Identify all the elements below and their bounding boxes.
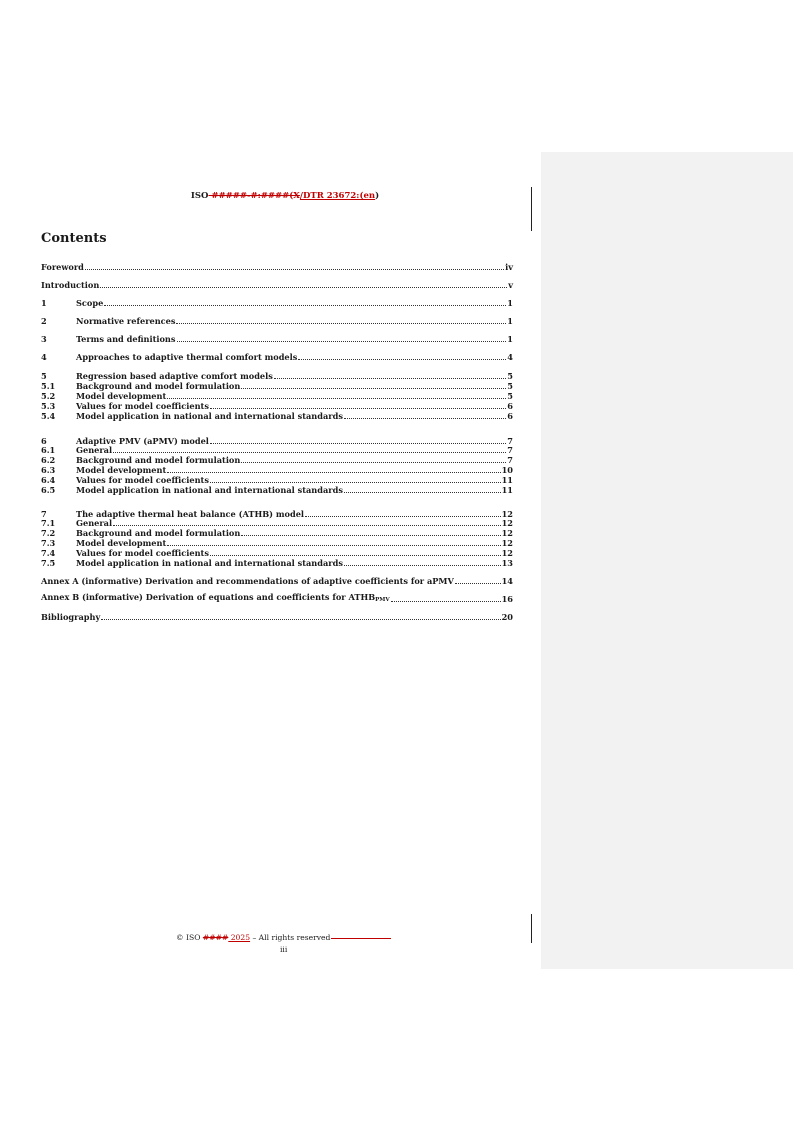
toc-entry-page: 1 (507, 316, 513, 326)
toc-entry[interactable] (41, 475, 513, 485)
toc-entry[interactable] (41, 352, 513, 362)
toc-entry-title: Values for model coefficients (76, 548, 209, 558)
toc-entry-title: Background and model formulation (76, 528, 241, 538)
toc-leader (167, 471, 500, 473)
toc-entry-title: Foreword (41, 262, 84, 272)
toc-entry-title: Model application in national and international standards (76, 485, 343, 495)
toc-entry-title: Model application in national and international standards (76, 558, 343, 568)
toc-entry-number: 6 (41, 436, 47, 446)
toc-entry[interactable] (41, 316, 513, 326)
toc-entry-page: 5 (507, 371, 513, 381)
toc-entry-page: 11 (501, 475, 513, 485)
toc-leader (391, 600, 501, 602)
header-prefix: ISO (190, 191, 209, 201)
toc-leader (85, 268, 504, 270)
toc-entry-page: 12 (501, 509, 513, 519)
header-inserted-text: /DTR 23672:(en (299, 191, 376, 201)
toc-entry-page: 12 (501, 538, 513, 548)
comment-pane (541, 152, 793, 969)
toc-entry[interactable] (41, 455, 513, 465)
toc-entry-number: 7.3 (41, 538, 56, 548)
toc-entry[interactable] (41, 401, 513, 411)
toc-entry-title: Approaches to adaptive thermal comfort models (76, 352, 298, 362)
toc-entry-page: 20 (501, 612, 513, 622)
toc-entry-page: 4 (507, 352, 513, 362)
toc-entry-title: Scope (76, 298, 104, 308)
toc-leader (305, 515, 501, 517)
toc-entry[interactable] (41, 391, 513, 401)
toc-entry-title: Background and model formulation (76, 381, 241, 391)
toc-entry-title: Background and model formulation (76, 455, 241, 465)
toc-entry-title: General (76, 445, 113, 455)
toc-entry-subscript: PMV (375, 597, 390, 603)
toc-entry-page: 7 (507, 445, 513, 455)
toc-entry-number: 6.2 (41, 455, 56, 465)
toc-entry[interactable] (41, 548, 513, 558)
toc-leader (113, 451, 506, 453)
toc-entry-title: Annex A (informative) Derivation and recommendations of adaptive coefficients for aPMV (41, 576, 454, 586)
toc-entry-page: v (508, 280, 513, 290)
toc-leader (455, 582, 501, 584)
toc-entry-title: Normative references (76, 316, 176, 326)
header-deleted-text: #####-#:####(X (208, 191, 300, 201)
toc-entry-title: The adaptive thermal heat balance (ATHB) model (76, 509, 305, 519)
toc-entry-title-wrap (41, 592, 390, 604)
document-header (40, 191, 530, 201)
toc-entry-number: 3 (41, 334, 47, 344)
toc-entry-number: 6.4 (41, 475, 56, 485)
toc-entry[interactable] (41, 538, 513, 548)
toc-entry[interactable] (41, 485, 513, 495)
toc-leader (241, 461, 506, 463)
toc-leader (344, 417, 506, 419)
toc-entry-number: 7.5 (41, 558, 56, 568)
toc-entry-number: 5.1 (41, 381, 56, 391)
toc-entry-number: 5 (41, 371, 47, 381)
footer-suffix: – All rights reserved (250, 933, 331, 942)
toc-entry[interactable] (41, 334, 513, 344)
toc-entry-title: General (76, 518, 113, 528)
toc-entry-number: 6.1 (41, 445, 56, 455)
toc-entry[interactable] (41, 576, 513, 586)
toc-entry-number: 7.2 (41, 528, 56, 538)
toc-entry-title: Regression based adaptive comfort models (76, 371, 273, 381)
toc-leader (176, 322, 506, 324)
toc-leader (210, 442, 506, 444)
toc-entry[interactable] (41, 411, 513, 421)
toc-entry-page: 5 (507, 391, 513, 401)
toc-entry-number: 7.1 (41, 518, 56, 528)
toc-entry-number: 5.3 (41, 401, 56, 411)
toc-leader (210, 554, 501, 556)
toc-entry-number: 7.4 (41, 548, 56, 558)
change-bar-top (531, 187, 532, 231)
toc-entry-page: 5 (507, 381, 513, 391)
change-bar-bottom (531, 914, 532, 943)
toc-entry-number: 5.2 (41, 391, 56, 401)
toc-entry-number: 7 (41, 509, 47, 519)
toc-entry-page: 1 (507, 334, 513, 344)
toc-entry[interactable] (41, 518, 513, 528)
toc-entry-title: Values for model coefficients (76, 475, 209, 485)
toc-entry-title: Annex B (informative) Derivation of equations and coefficients for ATHB (41, 592, 376, 602)
toc-entry[interactable] (41, 612, 513, 622)
toc-leader (344, 491, 501, 493)
toc-entry-page: 10 (501, 465, 513, 475)
page-number: iii (280, 945, 288, 954)
toc-entry-title: Adaptive PMV (aPMV) model (76, 436, 209, 446)
toc-entry[interactable] (41, 262, 513, 272)
toc-entry-title: Model development (76, 465, 167, 475)
toc-leader (101, 618, 500, 620)
toc-leader (113, 524, 501, 526)
toc-entry-title: Model development (76, 391, 167, 401)
toc-entry[interactable] (41, 280, 513, 290)
toc-entry-title: Introduction (41, 280, 100, 290)
contents-title: Contents (41, 231, 107, 246)
toc-leader (241, 534, 500, 536)
footer-deleted-line (331, 938, 391, 939)
toc-entry-number: 1 (41, 298, 47, 308)
toc-leader (210, 481, 501, 483)
toc-entry[interactable] (41, 371, 513, 381)
toc-entry[interactable] (41, 528, 513, 538)
header-suffix: ) (375, 191, 380, 201)
toc-leader (177, 340, 507, 342)
toc-entry-page: 16 (501, 594, 513, 604)
toc-leader (274, 377, 506, 379)
toc-entry[interactable] (41, 594, 513, 604)
toc-entry-page: 6 (507, 411, 513, 421)
toc-entry-number: 6.3 (41, 465, 56, 475)
footer-inserted-year: 2025 (228, 933, 251, 942)
toc-entry-page: 12 (501, 548, 513, 558)
toc-entry[interactable] (41, 445, 513, 455)
toc-leader (100, 286, 507, 288)
toc-leader (241, 387, 506, 389)
toc-entry-title: Model development (76, 538, 167, 548)
toc-entry[interactable] (41, 381, 513, 391)
toc-entry-title: Model application in national and international standards (76, 411, 343, 421)
footer-prefix: © ISO (176, 933, 203, 942)
toc-entry-page: 14 (501, 576, 513, 586)
toc-entry-number: 5.4 (41, 411, 56, 421)
toc-entry[interactable] (41, 558, 513, 568)
toc-leader (167, 397, 506, 399)
toc-entry-page: 1 (507, 298, 513, 308)
toc-entry-page: 12 (501, 528, 513, 538)
toc-entry-page: 6 (507, 401, 513, 411)
toc-entry-number: 6.5 (41, 485, 56, 495)
toc-entry-page: 7 (507, 436, 513, 446)
toc-leader (104, 304, 506, 306)
toc-entry[interactable] (41, 465, 513, 475)
footer-deleted-year: #### (202, 933, 229, 942)
toc-entry-page: 11 (501, 485, 513, 495)
copyright-footer (176, 933, 391, 942)
toc-entry-page: 13 (501, 558, 513, 568)
toc-entry-number: 4 (41, 352, 47, 362)
toc-leader (298, 358, 506, 360)
toc-leader (210, 407, 506, 409)
toc-entry-number: 2 (41, 316, 47, 326)
toc-leader (344, 564, 501, 566)
toc-entry-page: iv (505, 262, 513, 272)
toc-entry-title: Values for model coefficients (76, 401, 209, 411)
toc-entry-page: 7 (507, 455, 513, 465)
toc-entry[interactable] (41, 298, 513, 308)
toc-entry-page: 12 (501, 518, 513, 528)
toc-entry-title: Bibliography (41, 612, 101, 622)
toc-leader (167, 544, 500, 546)
toc-entry-title: Terms and definitions (76, 334, 176, 344)
